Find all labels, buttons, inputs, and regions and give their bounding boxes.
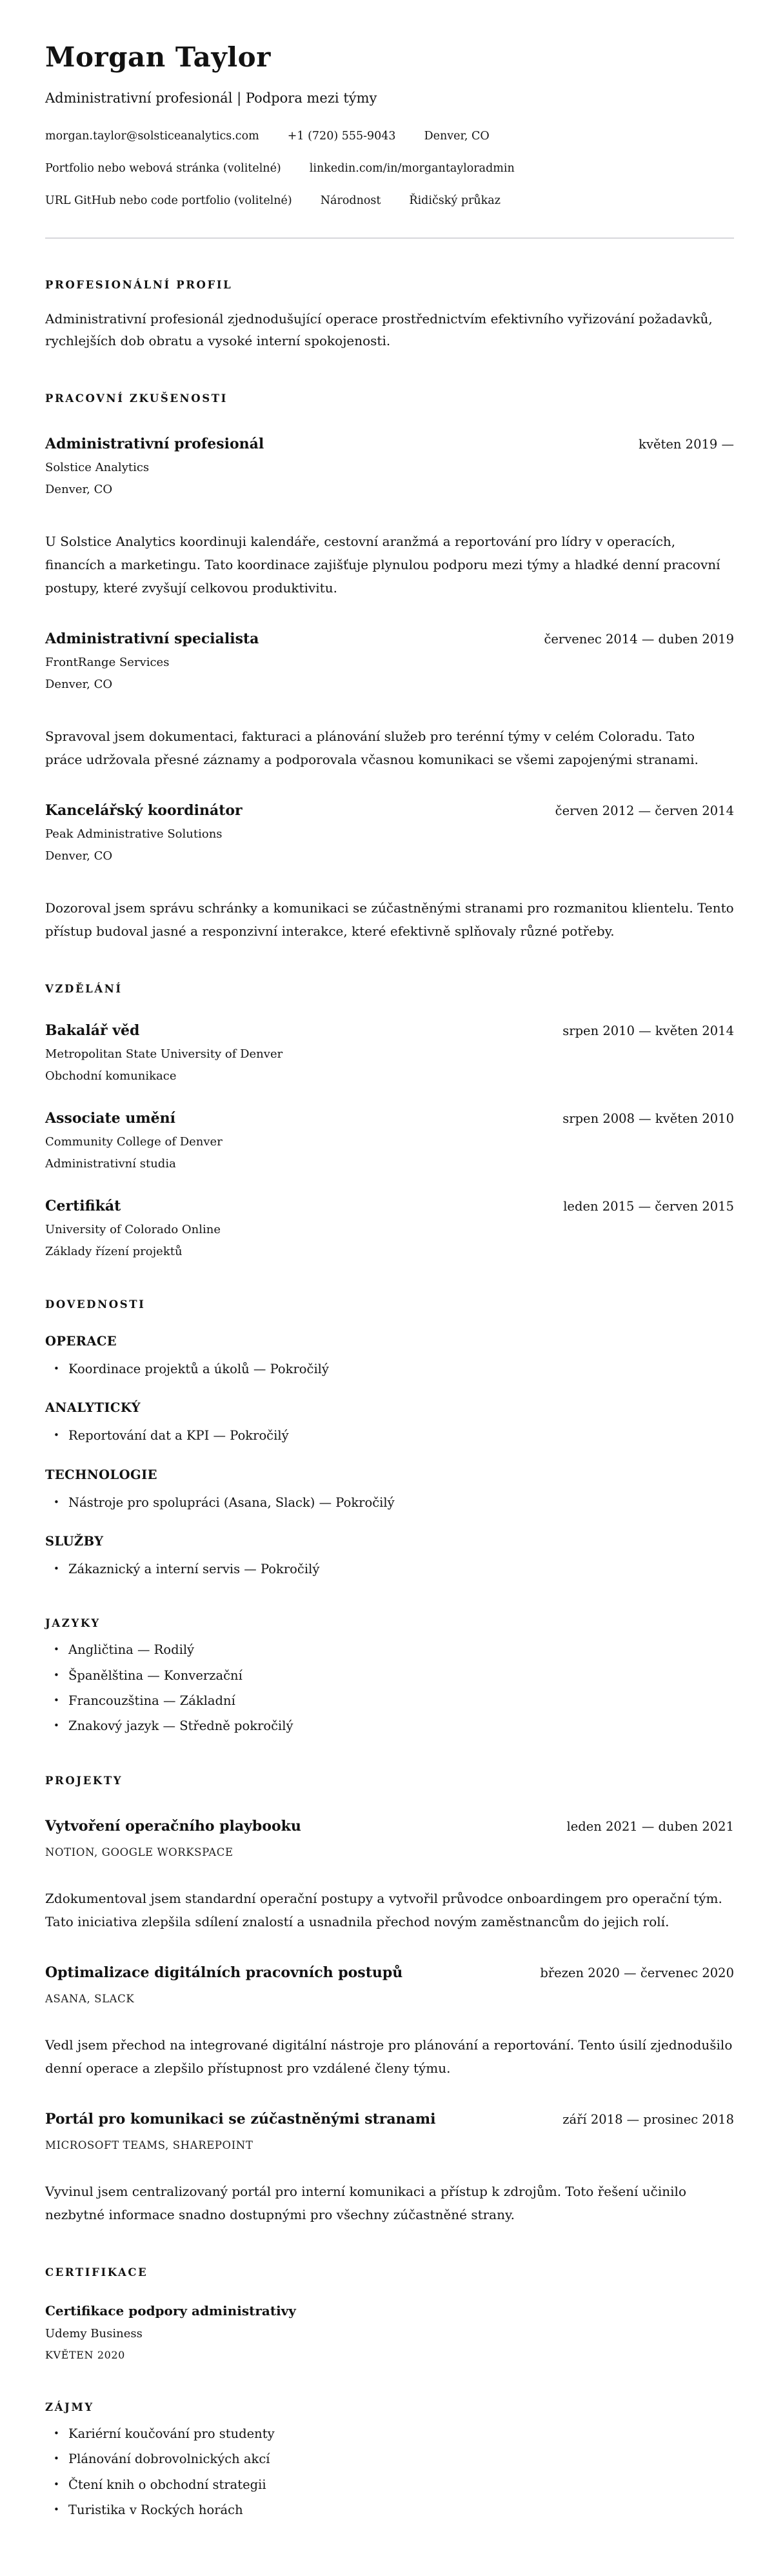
skill-group [45,1467,734,1511]
project-dates: březen 2020 — červenec 2020 [540,1965,734,1980]
section-title-languages: JAZYKY [45,1617,101,1630]
certification-date: KVĚTEN 2020 [45,2348,125,2361]
language-item: • Znakový jazyk — Středně pokročilý [45,1718,734,1734]
section-languages [45,1617,734,1735]
project-entry [45,1818,734,1933]
company-name: Solstice Analytics [45,460,150,474]
skill-category: TECHNOLOGIE [45,1467,157,1482]
school-name: Community College of Denver [45,1134,223,1149]
job-description: U Solstice Analytics koordinuji kalendáře, cestovní aranžmá a reportování pro lídry v operacích, financích a marketingu. Tato koordinace zajišťuje plynulou podporu mezi týmy a hladké denní pracovní postupy, které zvyšují celkovou produktivitu. [45,533,720,596]
skill-item: • Koordinace projektů a úkolů — Pokročilý [45,1362,734,1377]
job-dates: květen 2019 — [639,436,734,452]
edu-dates: leden 2015 — červen 2015 [563,1198,734,1214]
linkedin-text: linkedin.com/in/morgantayloradmin [309,162,515,175]
drivers-license-text: Řidičský průkaz [409,194,501,207]
section-certifications [45,2266,734,2361]
project-stack: NOTION, GOOGLE WORKSPACE [45,1846,233,1858]
edu-dates: srpen 2008 — květen 2010 [562,1111,734,1126]
job-head-row [45,802,734,819]
section-title-skills: DOVEDNOSTI [45,1298,146,1311]
profile-text: Administrativní profesionál zjednodušující operace prostřednictvím efektivního vyřizování požadavků, rychlejších dob obratu a vysoké interní spokojenosti. [45,311,713,349]
contact-row-1 [45,130,734,143]
school-name: Metropolitan State University of Denver [45,1047,283,1061]
skill-group [45,1400,734,1444]
header-divider [45,237,734,239]
section-interests [45,2401,734,2519]
section-title-profile: PROFESIONÁLNÍ PROFIL [45,279,233,291]
headline: Administrativní profesionál | Podpora mezi týmy [45,90,377,106]
project-stack: ASANA, SLACK [45,1992,135,2005]
skill-list [45,1562,734,1577]
interest-item: • Čtení knih o obchodní strategii [45,2477,734,2493]
interest-list [45,2426,734,2519]
company-name: Peak Administrative Solutions [45,827,223,841]
job-title: Administrativní specialista [45,630,259,647]
skill-category: ANALYTICKÝ [45,1400,141,1416]
degree-title: Associate umění [45,1109,175,1127]
section-title-education: VZDĚLÁNÍ [45,982,123,995]
job-dates: červen 2012 — červen 2014 [555,803,734,818]
certification-issuer: Udemy Business [45,2326,143,2340]
job-entry [45,630,734,771]
job-head-row [45,630,734,647]
project-stack: MICROSOFT TEAMS, SHAREPOINT [45,2138,253,2151]
project-description: Vyvinul jsem centralizovaný portál pro interní komunikaci a přístup k zdrojům. Toto řešení učinilo nezbytné informace snadno dostupnými pro všechny zúčastněné strany. [45,2183,686,2222]
section-education [45,983,734,1258]
project-title: Optimalizace digitálních pracovních postupů [45,1964,403,1981]
field-of-study: Základy řízení projektů [45,1244,183,1258]
project-description: Vedl jsem přechod na integrované digitální nástroje pro plánování a reportování. Tento úsilí zjednodušilo denní operace a zlepšilo přístupnost pro vzdálené členy týmu. [45,2037,733,2076]
section-profile [45,279,734,352]
section-experience [45,392,734,943]
skill-group [45,1334,734,1377]
language-item: • Angličtina — Rodilý [45,1642,734,1658]
section-skills [45,1298,734,1578]
skill-item: • Nástroje pro spolupráci (Asana, Slack) — Pokročilý [45,1495,734,1511]
contact-row-3 [45,194,734,207]
job-head-row [45,436,734,452]
skill-item: • Zákaznický a interní servis — Pokročilý [45,1562,734,1577]
field-of-study: Obchodní komunikace [45,1069,177,1083]
project-head-row [45,1818,734,1835]
section-projects [45,1775,734,2226]
project-head-row [45,1964,734,1981]
interest-item: • Turistika v Rockých horách [45,2502,734,2518]
section-title-projects: PROJEKTY [45,1774,123,1787]
education-entry [45,1022,734,1083]
project-dates: leden 2021 — duben 2021 [566,1818,734,1834]
location-text: Denver, CO [424,130,490,143]
skill-category: OPERACE [45,1333,117,1349]
language-item: • Francouzština — Základní [45,1693,734,1709]
edu-head-row [45,1110,734,1127]
school-name: University of Colorado Online [45,1222,221,1236]
edu-dates: srpen 2010 — květen 2014 [562,1023,734,1038]
resume-header [45,41,734,239]
candidate-name: Morgan Taylor [45,41,271,73]
project-entry [45,1964,734,2080]
project-description: Zdokumentoval jsem standardní operační postupy a vytvořil průvodce onboardingem pro operační tým. Tato iniciativa zlepšila sdílení znalostí a usnadnila přechod novým zaměstnancům do jejich rolí. [45,1890,722,1929]
section-title-certifications: CERTIFIKACE [45,2266,148,2279]
skill-list [45,1428,734,1444]
job-location: Denver, CO [45,482,113,496]
education-entry [45,1110,734,1171]
phone-text: +1 (720) 555-9043 [287,130,396,143]
skill-category: SLUŽBY [45,1533,104,1549]
field-of-study: Administrativní studia [45,1156,176,1171]
project-title: Portál pro komunikaci se zúčastněnými stranami [45,2110,436,2128]
degree-title: Bakalář věd [45,1021,140,1039]
job-description: Spravoval jsem dokumentaci, fakturaci a plánování služeb pro terénní týmy v celém Coloradu. Tato práce udržovala přesné záznamy a podporovala včasnou komunikaci se všemi zapojenými stranami. [45,728,699,767]
skill-item: • Reportování dat a KPI — Pokročilý [45,1428,734,1444]
language-item: • Španělština — Konverzační [45,1668,734,1684]
job-title: Administrativní profesionál [45,435,264,452]
job-entry [45,436,734,599]
skill-group [45,1534,734,1577]
job-dates: červenec 2014 — duben 2019 [544,631,734,647]
job-description: Dozoroval jsem správu schránky a komunikaci se zúčastněnými stranami pro rozmanitou klientelu. Tento přístup budoval jasné a responzivní interakce, které efektivně splňovaly různé potřeby. [45,900,734,939]
skill-list [45,1362,734,1377]
nationality-text: Národnost [320,194,381,207]
degree-title: Certifikát [45,1197,121,1214]
project-entry [45,2111,734,2226]
project-head-row [45,2111,734,2128]
certification-entry [45,2303,734,2361]
project-title: Vytvoření operačního playbooku [45,1817,301,1835]
job-location: Denver, CO [45,849,113,863]
language-list [45,1642,734,1735]
education-entry [45,1198,734,1258]
job-entry [45,802,734,943]
section-title-experience: PRACOVNÍ ZKUŠENOSTI [45,392,228,405]
portfolio-placeholder-text: Portfolio nebo webová stránka (volitelné) [45,162,281,175]
certification-name: Certifikace podpory administrativy [45,2302,296,2319]
company-name: FrontRange Services [45,655,170,669]
interest-item: • Plánování dobrovolnických akcí [45,2451,734,2467]
skill-list [45,1495,734,1511]
email-text: morgan.taylor@solsticeanalytics.com [45,130,259,143]
job-location: Denver, CO [45,677,113,691]
job-title: Kancelářský koordinátor [45,801,243,819]
project-dates: září 2018 — prosinec 2018 [562,2111,734,2127]
section-title-interests: ZÁJMY [45,2400,94,2413]
interest-item: • Kariérní koučování pro studenty [45,2426,734,2442]
edu-head-row [45,1022,734,1039]
edu-head-row [45,1198,734,1214]
contact-row-2 [45,162,734,175]
github-placeholder-text: URL GitHub nebo code portfolio (volitelné) [45,194,292,207]
